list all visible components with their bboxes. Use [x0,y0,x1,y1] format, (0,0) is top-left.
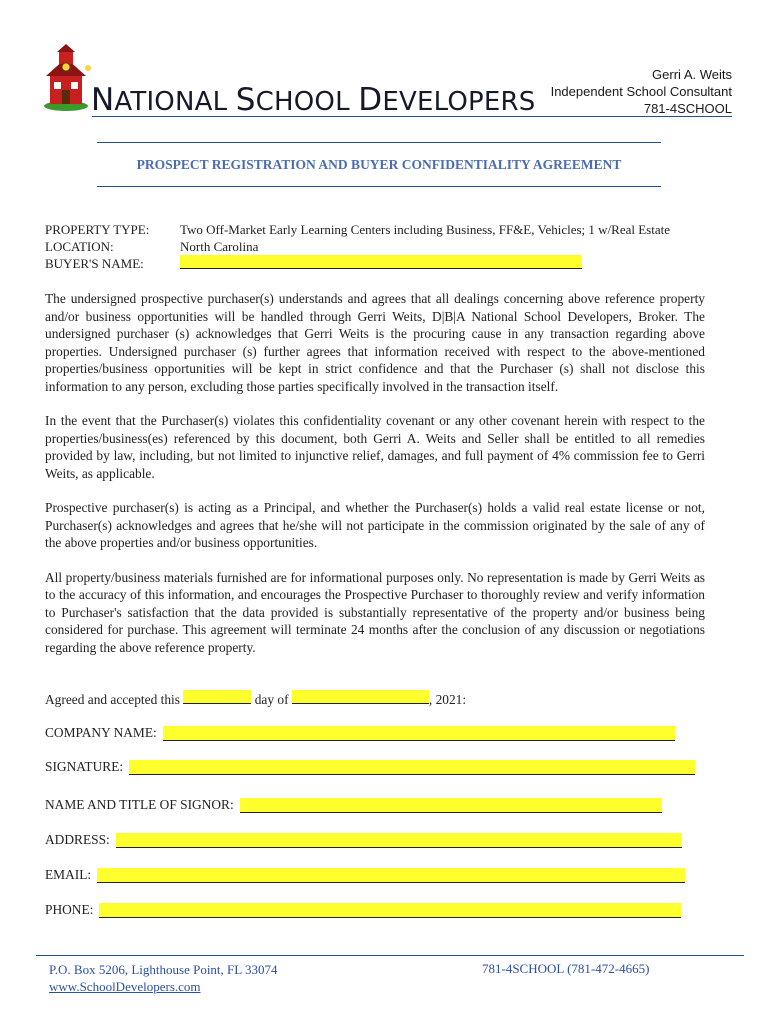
property-type-value: Two Off-Market Early Learning Centers including Business, FF&E, Vehicles; 1 w/Real Estate [180,222,670,237]
footer-address: P.O. Box 5206, Lighthouse Point, FL 33074 [49,962,278,977]
signor-field[interactable] [240,798,662,813]
footer-address-block [49,961,277,995]
signor-row [45,797,662,813]
phone-row [45,902,681,918]
company-name-label: COMPANY NAME: [45,725,157,740]
paragraph-principal: Prospective purchaser(s) is acting as a Principal, and whether the Purchaser(s) holds a valid real estate license or not, Purchaser(s) acknowledges and agrees that he/she will not participate in the commission originated by the sale of any of the above properties and/or business opportunities. [45,500,705,550]
property-details [45,221,670,272]
phone-field[interactable] [99,903,681,918]
buyer-name-field[interactable] [180,255,582,269]
schoolhouse-logo-icon [44,44,94,112]
title-top-divider [97,142,661,143]
consultant-role: Independent School Consultant [550,84,732,99]
address-row [45,832,682,848]
signature-field[interactable] [129,760,695,775]
email-label: EMAIL: [45,867,92,882]
address-label: ADDRESS: [45,832,110,847]
paragraph-handling: The undersigned prospective purchaser(s) understands and agrees that all dealings concerning above reference property and/or business opportunities will be handled through Gerri Weits, D|B|A National School Developers, Broker. The undersigned purchaser (s) acknowledges that Gerri Weits is the procuring cause in any transaction regarding above properties. Undersigned purchaser (s) further agrees that information received with respect to the above-mentioned properties/business opportunities will be kept in strict confidence and that the Purchaser (s) shall not disclose this information to any person, excluding those parties specifically involved in the transaction itself. [45,291,705,394]
location-label: LOCATION: [45,239,114,254]
signature-label: SIGNATURE: [45,759,124,774]
consultant-phone: 781-4SCHOOL [643,101,732,116]
location-value: North Carolina [180,239,259,254]
address-field[interactable] [116,833,682,848]
email-field[interactable] [97,868,685,883]
organization-name: NATIONAL SCHOOL DEVELOPERS [91,82,536,118]
website-link[interactable]: www.SchoolDevelopers.com [49,979,201,994]
footer-divider [36,955,744,956]
agreed-middle: day of [254,692,289,707]
document-title: PROSPECT REGISTRATION AND BUYER CONFIDENTIALITY AGREEMENT [136,157,622,172]
company-name-row [45,725,675,741]
consultant-name: Gerri A. Weits [652,67,732,82]
paragraph-disclaimer: All property/business materials furnished are for informational purposes only. No representation is made by Gerri Weits as to the accuracy of this information, and encourages the Prospective Purchaser to thoroughly review and verify information to Purchaser's satisfaction that the data provided is substantially representative of the property and/or business being considered for purchase. This agreement will terminate 24 months after the conclusion of any discussion or negotiations regarding the above reference property. [45,569,705,655]
footer-phone: 781-4SCHOOL (781-472-4665) [482,961,650,976]
agreement-body [45,290,705,673]
agreed-suffix: , 2021: [428,692,467,707]
email-row [45,867,685,883]
buyer-name-label: BUYER'S NAME: [45,256,144,271]
consultant-contact [551,66,732,117]
paragraph-violation: In the event that the Purchaser(s) violates this confidentiality covenant or any other covenant herein with respect to the properties/business(es) referenced by this document, both Gerri A. Weits and Seller shall be entitled to all remedies provided by law, including, but not limited to injunctive relief, damages, and full payment of 4% commission fee to Gerri Weits, as applicable. [45,413,705,481]
property-type-label: PROPERTY TYPE: [45,222,150,237]
signor-label: NAME AND TITLE OF SIGNOR: [45,797,234,812]
agreed-prefix: Agreed and accepted this [45,692,180,707]
day-field[interactable] [183,690,251,704]
company-name-field[interactable] [163,726,675,741]
signature-row [45,759,695,775]
title-bottom-divider [97,186,661,187]
header-divider [92,116,732,117]
agreement-date-line [45,690,466,708]
phone-label: PHONE: [45,902,94,917]
month-field[interactable] [292,690,429,704]
